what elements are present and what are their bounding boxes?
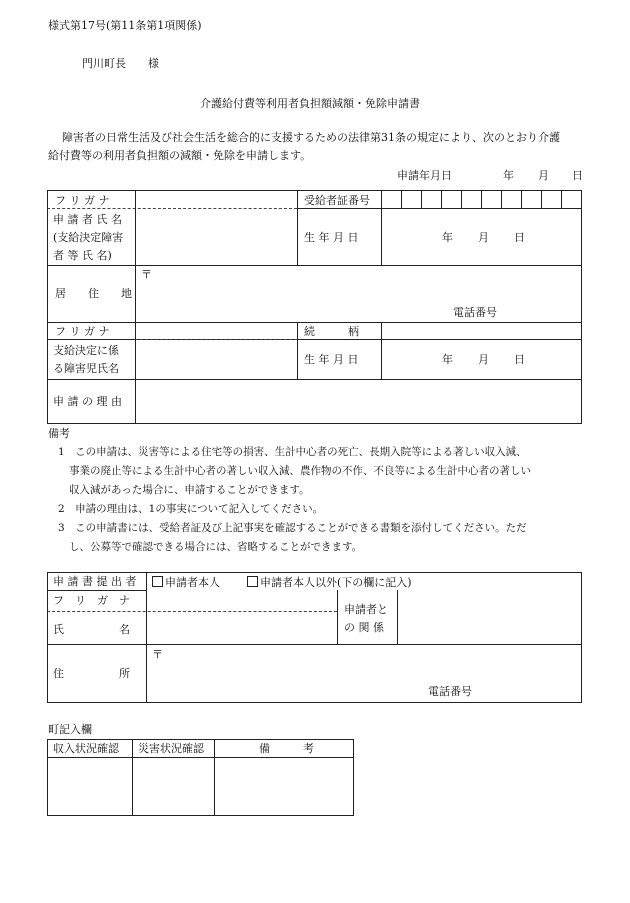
note-2: 2 申請の理由は、1の事実について記入してください。 [58,503,324,515]
page-title: 介護給付費等利用者負担額減額・免除申請書 [200,97,420,110]
form-number: 様式第17号(第11条第1項関係) [48,19,202,32]
note-3-line-1: 3 この申請書には、受給者証及び上記事実を確認することができる書類を添付してください。ただ [58,522,527,534]
option-self-label: 申請者本人 [165,576,220,589]
submitter-address-label: 住 所 [53,667,130,680]
child-name-label-1: 支給決定に係 [53,344,119,357]
income-check-header: 収入状況確認 [53,742,119,755]
town-section-heading: 町記入欄 [48,723,92,736]
birth-day-label: 日 [514,231,525,244]
submitter-postal-mark: 〒 [152,648,163,661]
checkbox-self[interactable] [152,576,163,587]
submitter-furigana-label: フ リ ガ ナ [53,594,130,607]
relation-label: 続 柄 [304,325,359,338]
date-day-label: 日 [572,169,583,182]
address-label: 居 住 地 [55,287,132,300]
furigana-label: フ リ ガ ナ [55,194,110,207]
relation-to-applicant-label-1: 申請者と [344,603,388,616]
remarks-header: 備 考 [259,742,314,755]
applicant-name-label-1: 申 請 者 氏 名 [53,213,122,226]
relation-to-applicant-label-2: の 関 係 [344,621,384,634]
note-3-line-2: し、公募等で確認できる場合には、省略することができます。 [69,541,363,553]
addressee: 門川町長 様 [82,57,159,70]
birth-year-label: 年 [442,231,453,244]
note-1-line-1: 1 この申請は、災害等による住宅等の損害、生計中心者の死亡、長期入院等による著しい収入減、 [58,446,527,458]
date-month-label: 月 [538,169,549,182]
disaster-check-header: 災害状況確認 [138,742,204,755]
intro-text-line-2: 給付費等の利用者負担額の減額・免除を申請します。 [48,149,312,162]
child-birth-date-label: 生 年 月 日 [304,353,359,366]
phone-label: 電話番号 [453,306,497,319]
child-birth-month-label: 月 [478,353,489,366]
applicant-name-label-3: 者 等 氏 名) [53,249,112,262]
birth-month-label: 月 [478,231,489,244]
submitter-phone-label: 電話番号 [428,685,472,698]
option-other-person[interactable] [247,576,412,588]
intro-text-line-1: 障害者の日常生活及び社会生活を総合的に支援するための法律第31条の規定により、次のとおり介護 [62,131,560,144]
note-1-line-2: 事業の廃止等による生計中心者の著しい収入減、農作物の不作、不良等による生計中心者の著しい [69,465,531,477]
submitter-name-label: 氏 名 [53,623,130,636]
recipient-cert-number-label: 受給者証番号 [304,194,370,207]
reason-label: 申 請 の 理 由 [53,395,122,408]
postal-mark: 〒 [141,268,152,281]
applicant-name-label-2: (支給決定障害 [53,231,124,244]
note-1-line-3: 収入減があった場合に、申請することができます。 [69,484,310,496]
date-year-label: 年 [503,169,514,182]
child-birth-year-label: 年 [442,353,453,366]
child-birth-day-label: 日 [514,353,525,366]
date-label: 申請年月日 [397,169,452,182]
option-applicant-self[interactable] [152,576,220,588]
checkbox-other[interactable] [247,576,258,587]
notes-heading: 備考 [48,427,70,440]
child-name-label-2: る障害児氏名 [53,362,119,375]
submitter-label: 申 請 書 提 出 者 [53,575,137,588]
birth-date-label: 生 年 月 日 [304,231,359,244]
option-other-label: 申請者本人以外(下の欄に記入) [260,576,412,589]
child-furigana-label: フ リ ガ ナ [55,325,110,338]
